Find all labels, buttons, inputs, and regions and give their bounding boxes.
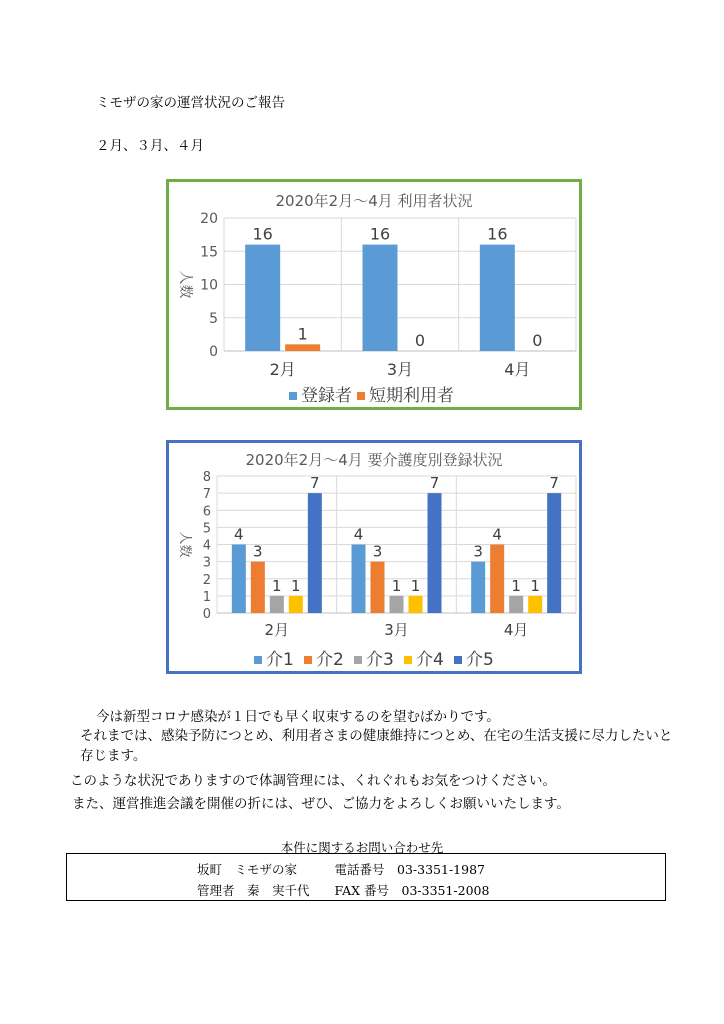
chart-title: 2020年2月～4月 利用者状況 [275,192,473,210]
legend-swatch [304,656,312,664]
data-label: 7 [429,474,440,493]
legend-swatch [354,656,362,664]
y-tick-label: 1 [202,589,211,605]
bar-介2 [490,545,504,614]
body-paragraph-4: また、運営推進会議を開催の折には、ぜひ、ご協力をよろしくお願いいたします。 [72,796,570,812]
bar-介5 [547,493,561,613]
data-label: 1 [291,576,301,595]
bar-介1 [232,545,246,614]
contact-heading: 本件に関するお問い合わせ先 [280,840,444,855]
legend-label: 介1 [266,650,294,670]
contact-line-manager-fax: 管理者 秦 実千代 FAX 番号 03-3351-2008 [197,883,490,898]
y-tick-label: 6 [202,504,211,520]
chart-title: 2020年2月～4月 要介護度別登録状況 [245,451,503,469]
data-label: 1 [530,576,540,595]
x-category-label: 4月 [504,360,531,379]
bar-介4 [528,596,542,613]
user-status-chart [166,179,582,410]
data-label: 3 [473,542,483,561]
data-label: 16 [369,224,391,244]
y-tick-label: 0 [209,344,218,360]
y-tick-label: 4 [202,538,211,554]
data-label: 7 [310,474,320,493]
y-axis-label: 人数 [177,531,192,558]
data-label: 4 [353,525,364,544]
legend-label: 介3 [366,650,394,670]
page-title: ミモザの家の運営状況のご報告 [96,95,285,111]
bar-登録者 [245,245,280,351]
x-category-label: 2月 [264,621,290,639]
y-tick-label: 5 [209,310,218,327]
legend-label: 介5 [466,650,494,670]
y-tick-label: 8 [202,470,211,485]
y-tick-label: 0 [202,607,211,622]
bar-登録者 [363,245,398,351]
legend-swatch [289,392,297,400]
bar-介5 [308,493,322,613]
data-label: 4 [234,525,244,544]
bar-登録者 [480,245,515,351]
bar-介4 [409,596,423,613]
data-label: 4 [492,525,502,544]
data-label: 16 [252,224,273,244]
report-months: ２月、３月、４月 [96,138,204,154]
body-paragraph-2: それまでは、感染予防につとめ、利用者さまの健康維持につとめ、在宅の生活支援に尽力したいと存じます。 [80,728,673,764]
bar-介3 [390,596,404,613]
data-label: 1 [391,576,402,595]
y-tick-label: 3 [202,555,211,571]
legend-label: 短期利用者 [369,386,454,406]
bar-介3 [270,596,284,613]
y-axis-label: 人数 [177,270,193,299]
data-label: 3 [372,542,383,561]
contact-box [66,853,666,901]
data-label: 0 [532,331,543,350]
x-category-label: 2月 [269,360,296,379]
user-status-chart-svg [169,182,579,407]
contact-line-name-phone: 坂町 ミモザの家 電話番号 03-3351-1987 [197,862,485,877]
data-label: 3 [253,542,263,561]
y-tick-label: 2 [202,572,211,588]
data-label: 1 [272,576,282,595]
data-label: 1 [297,324,308,344]
bar-介2 [371,562,385,613]
y-tick-label: 5 [202,521,211,537]
y-tick-label: 20 [200,211,218,227]
x-category-label: 3月 [386,360,414,379]
legend-swatch [454,656,462,664]
body-paragraph-3: このような状況でありますので体調管理には、くれぐれもお気をつけください。 [70,773,556,789]
legend-swatch [404,656,412,664]
data-label: 0 [414,331,426,350]
data-label: 1 [410,576,421,595]
bar-介1 [352,545,366,614]
bar-介4 [289,596,303,613]
y-tick-label: 10 [200,277,218,294]
legend-label: 登録者 [301,386,352,406]
legend-swatch [357,392,365,400]
data-label: 7 [549,474,559,493]
x-category-label: 4月 [503,621,529,639]
bar-介5 [428,493,442,613]
data-label: 16 [487,224,508,244]
care-level-chart [166,440,582,674]
legend-label: 介4 [416,650,444,670]
bar-介1 [471,562,485,613]
body-paragraph-1: 今は新型コロナ感染が１日でも早く収束するのを望むばかりです。 [96,709,500,725]
care-level-chart-svg [169,443,579,671]
y-tick-label: 7 [202,487,211,503]
bar-介3 [509,596,523,613]
y-tick-label: 15 [200,244,218,261]
legend-label: 介2 [316,650,344,670]
bar-短期利用者 [285,344,320,351]
legend-swatch [254,656,262,664]
x-category-label: 3月 [384,621,409,639]
bar-介2 [251,562,265,613]
data-label: 1 [511,576,521,595]
